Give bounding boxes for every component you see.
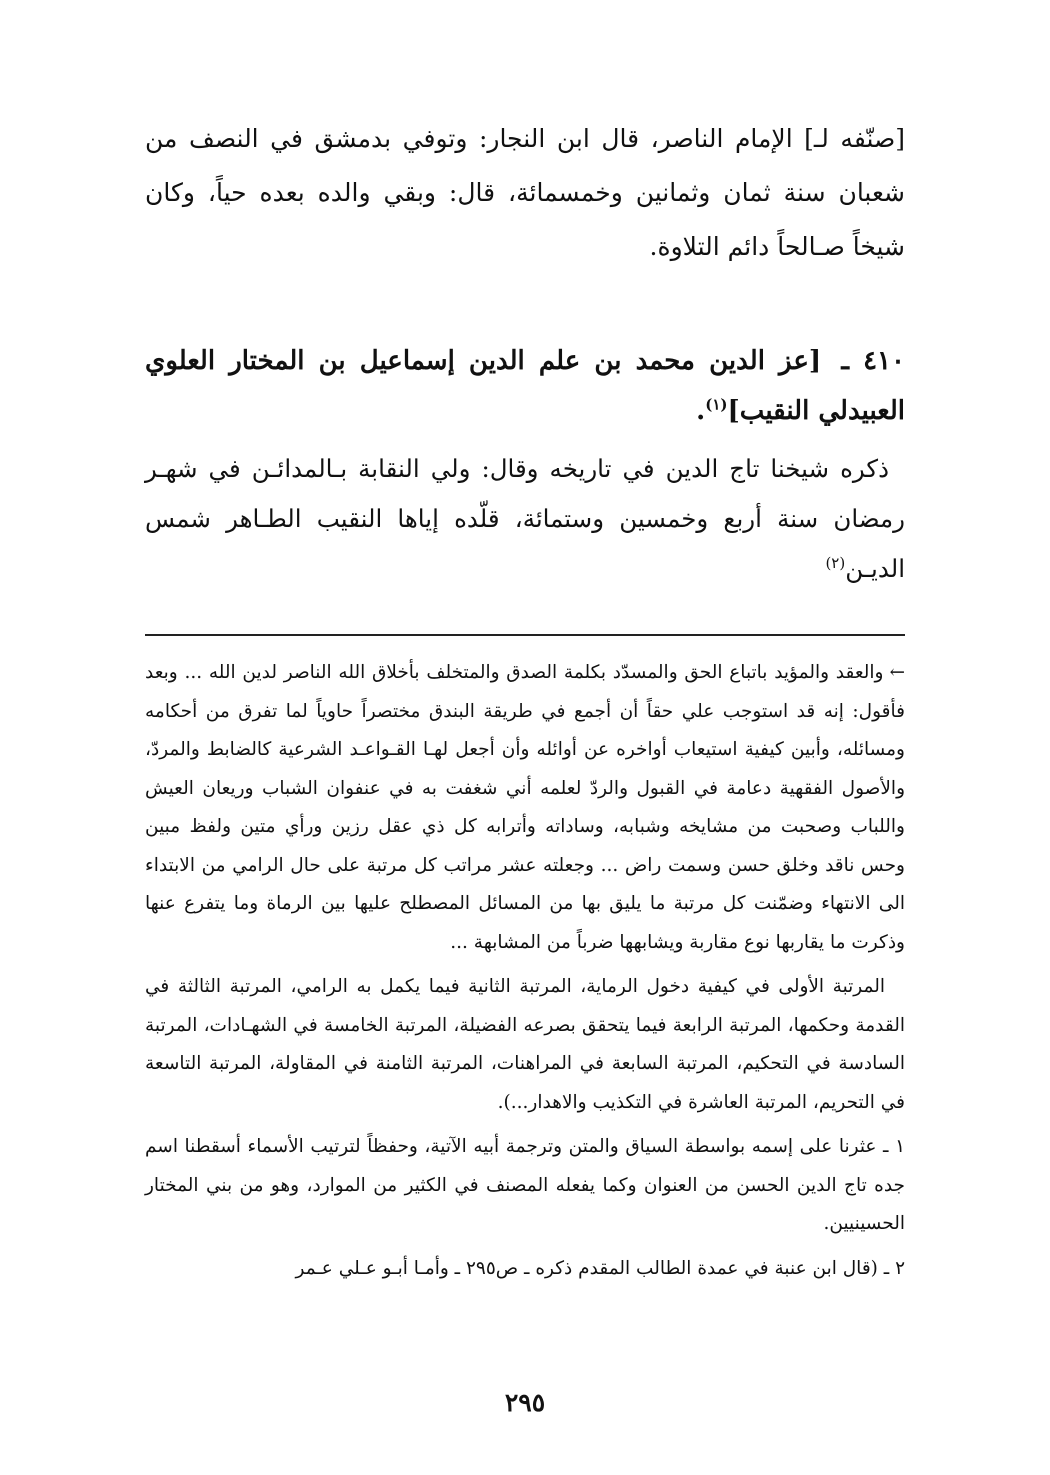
page-number: ٢٩٥ — [504, 1388, 546, 1417]
footnote-1: ١ ـ عثرنا على إسمه بواسطة السياق والمتن وترجمة أبيه الآتية، وحفظاً لترتيب الأسماء أسقطنا اسم جده تاج الدين الحسن من العنوان وكما يفعله المصنف في الكثير من الموارد، وهو من بني المختار الحسينيين. — [145, 1136, 905, 1234]
footnote-continuation-text: والعقد والمؤيد باتباع الحق والمسدّد بكلمة الصدق والمتخلف بأخلاق الله الناصر لدين الله ... وبعد فأقول: إنه قد استوجب علي حقاً أن أجمع في طريقة البندق مختصراً حاوياً لما تفرق من أحكامه ومسائله، وأبين كيفية استيعاب أواخره عن أوائله وأن أجعل لهـا القـواعـد الشرعية كالضابط والمردّ، والأصول الفقهية دعامة في القبول والردّ لعلمه أني شغفت به في عنفوان الشباب وريعان العيش واللباب وصحبت من مشايخه وشبابه، وساداته وأترابه كل ذي عقل رزين ورأي متين ولفظ مبين وحس ناقد وخلق حسن وسمت راض ... وجعلته عشر مراتب كل مرتبة على حال الرامي من الابتداء الى الانتهاء وضمّنت كل مرتبة ما يليق بها من المسائل المصطلح عليها بين الرماة وما يتفرع عنها وذكرت ما يقاربها نوع مقاربة ويشابهها ضرباً من المشابهة ... — [145, 662, 905, 953]
entry-heading — [145, 336, 905, 436]
footnote-divider — [145, 634, 905, 636]
entry-title-end: . — [696, 396, 706, 426]
entry-title: [عز الدين محمد بن علم الدين إسماعيل بن المختار العلوي العبيدلي النقيب] — [145, 346, 905, 426]
continuation-arrow-icon: ← — [889, 662, 905, 683]
entry-body-note-ref[interactable]: (٢) — [825, 553, 846, 572]
page-content — [145, 112, 905, 1288]
entry-body-text: ذكره شيخنا تاج الدين في تاريخه وقال: ولي النقابة بـالمدائـن في شهـر رمضان سنة أربع وخمسين وستمائة، قلّده إياها النقيب الطـاهر شمس الديـن — [145, 454, 905, 583]
footnote-2: ٢ ـ (قال ابن عنبة في عمدة الطالب المقدم ذكره ـ ص٢٩٥ ـ وأمـا أبـو عـلي عـمر — [295, 1257, 905, 1279]
footnote-ranks-paragraph: المرتبة الأولى في كيفية دخول الرماية، المرتبة الثانية فيما يكمل به الرامي، المرتبة الثالثة في القدمة وحكمها، المرتبة الرابعة فيما يتحقق بصرعه الفضيلة، المرتبة الخامسة في الشهـادات، المرتبة السادسة في التحكيم، المرتبة السابعة في المراهنات، المرتبة الثامنة في المقاولة، المرتبة التاسعة في التحريم، المرتبة العاشرة في التكذيب والاهدار...). — [145, 976, 905, 1113]
entry-body — [145, 444, 905, 594]
entry-title-note-ref[interactable]: (١) — [705, 395, 728, 414]
footnote-continuation — [145, 654, 905, 962]
top-paragraph: [صنّفه لـ] الإمام الناصر، قال ابن النجار: وتوفي بدمشق في النصف من شعبان سنة ثمان وثمانين وخمسمائة، قال: وبقي والده بعده حياً، وكان شيخاً صـالحاً دائم التلاوة. — [145, 124, 905, 261]
entry-number: ٤١٠ ـ — [841, 346, 905, 376]
